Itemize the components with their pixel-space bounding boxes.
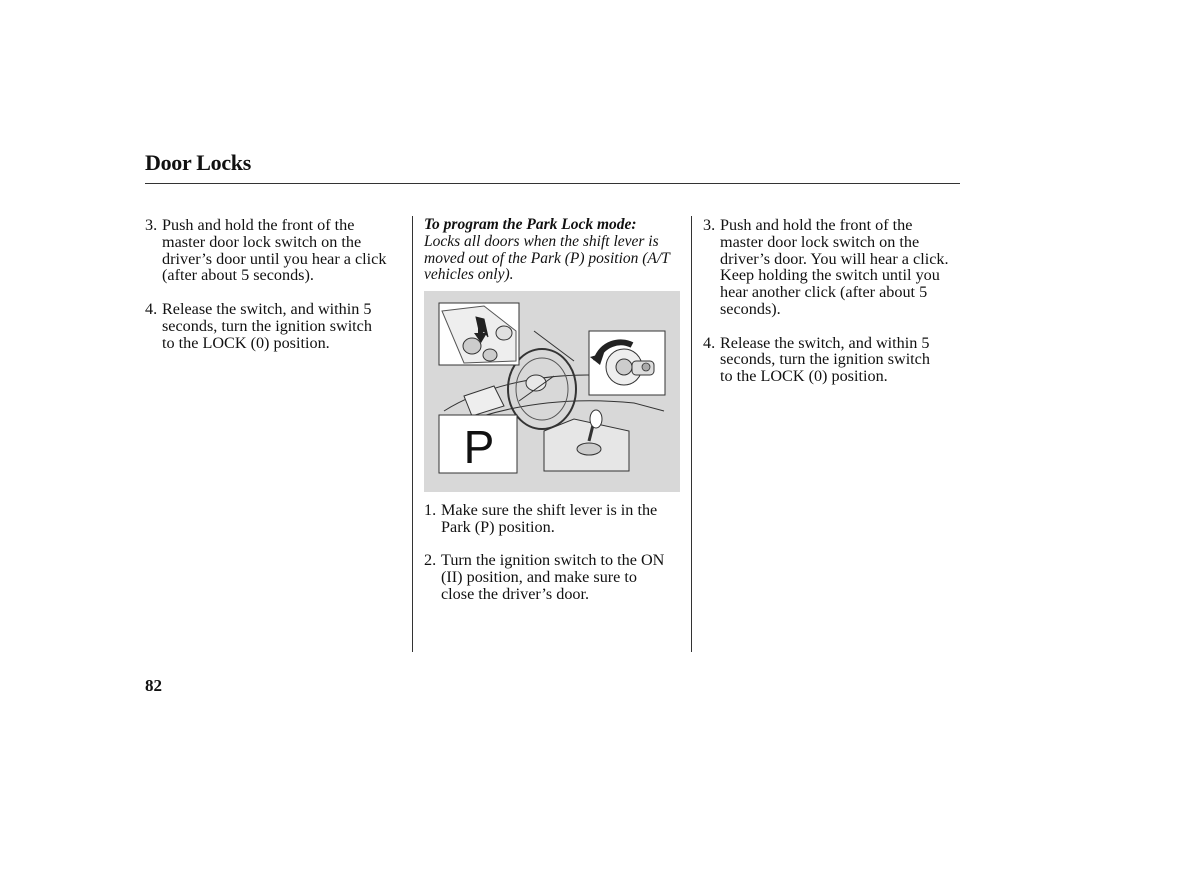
item-line: seconds, turn the ignition switch [162, 316, 372, 335]
list-item [145, 301, 405, 351]
right-column [703, 217, 965, 402]
list-item [703, 335, 965, 385]
item-line: to the LOCK (0) position. [162, 333, 330, 352]
item-number: 2. [424, 551, 437, 570]
left-column [145, 217, 405, 368]
list-item [424, 552, 686, 602]
item-line: hear another click (after about 5 [720, 283, 928, 302]
middle-column-steps [424, 502, 686, 620]
subheading: To program the Park Lock mode: [424, 216, 637, 233]
item-line: (after about 5 seconds). [162, 266, 314, 285]
car-interior-illustration-icon [424, 291, 680, 492]
item-line: driver’s door until you hear a click [162, 249, 387, 268]
note-line: vehicles only). [424, 266, 514, 284]
column-divider-left [412, 216, 413, 652]
item-line: master door lock switch on the [162, 232, 362, 251]
item-line: (II) position, and make sure to [441, 568, 637, 587]
gear-label: P [463, 421, 495, 473]
middle-column-intro [424, 217, 686, 284]
list-item [424, 502, 686, 536]
note-line: Locks all doors when the shift lever is [424, 232, 659, 250]
list-item [703, 217, 965, 318]
item-line: driver’s door. You will hear a click. [720, 249, 949, 268]
item-line: seconds, turn the ignition switch [720, 350, 930, 369]
item-line: Release the switch, and within 5 [720, 333, 930, 352]
note-line: moved out of the Park (P) position (A/T [424, 249, 670, 267]
item-line: Release the switch, and within 5 [162, 299, 372, 318]
item-line: to the LOCK (0) position. [720, 367, 888, 386]
item-number: 1. [424, 501, 437, 519]
park-lock-figure [424, 291, 680, 492]
item-number: 3. [145, 216, 158, 234]
title-divider [145, 183, 960, 184]
item-number: 3. [703, 216, 716, 234]
item-line: Push and hold the front of the [720, 216, 913, 234]
item-line: Turn the ignition switch to the ON [441, 551, 665, 570]
item-number: 4. [703, 333, 716, 352]
item-line: close the driver’s door. [441, 584, 590, 603]
item-line: master door lock switch on the [720, 232, 920, 251]
item-line: Make sure the shift lever is in the [441, 501, 658, 519]
page-number: 82 [145, 676, 162, 695]
item-line: Keep holding the switch until you [720, 266, 940, 285]
column-divider-right [691, 216, 692, 652]
section-title: Door Locks [145, 150, 251, 175]
item-line: Park (P) position. [441, 517, 555, 536]
item-line: Push and hold the front of the [162, 216, 355, 234]
item-number: 4. [145, 299, 158, 318]
item-line: seconds). [720, 299, 781, 318]
list-item [145, 217, 405, 284]
